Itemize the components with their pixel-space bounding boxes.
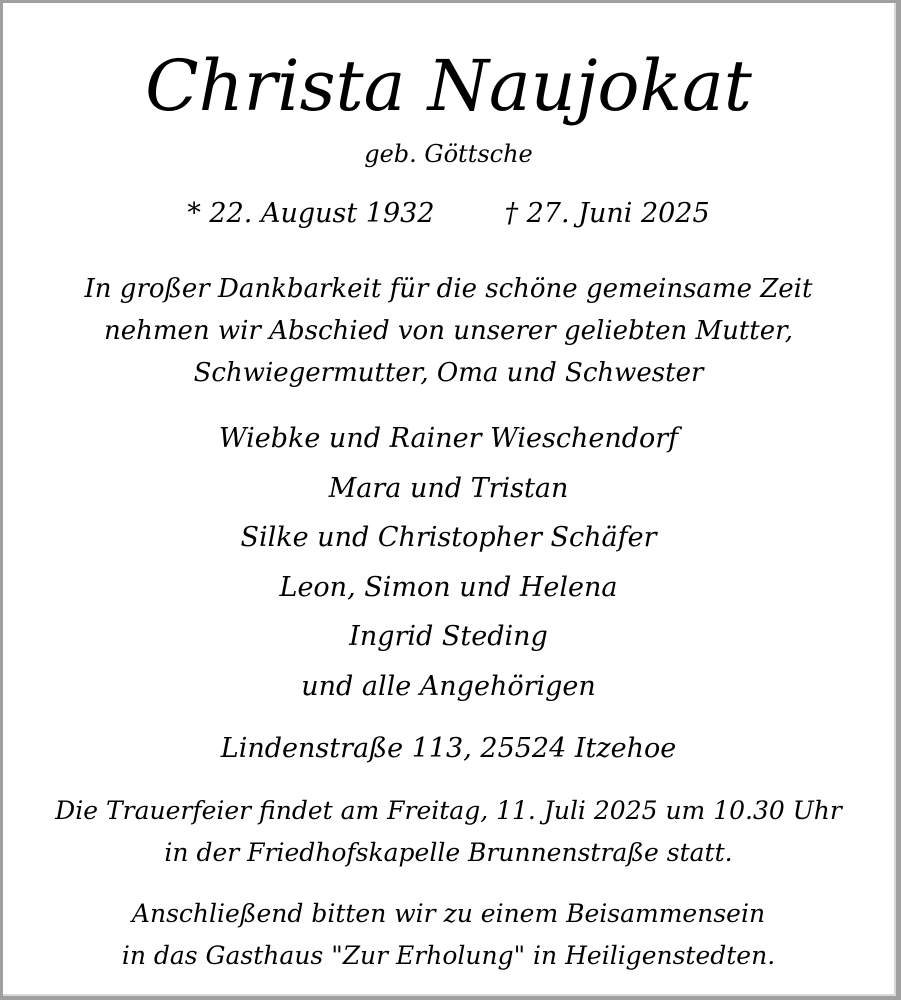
intro-line: Schwiegermutter, Oma und Schwester bbox=[193, 358, 704, 388]
mourners-list bbox=[3, 414, 894, 711]
mourner: Wiebke und Rainer Wieschendorf bbox=[218, 423, 679, 454]
intro-text bbox=[3, 268, 894, 394]
reception-line: in das Gasthaus "Zur Erholung" in Heiligenstedten. bbox=[121, 941, 776, 970]
mourner: Mara und Tristan bbox=[328, 472, 569, 504]
maiden-name: geb. Göttsche bbox=[364, 140, 533, 168]
intro-line: In großer Dankbarkeit für die schöne gemeinsame Zeit bbox=[84, 274, 813, 304]
service-info bbox=[3, 790, 894, 874]
address: Lindenstraße 113, 25524 Itzehoe bbox=[220, 733, 677, 764]
life-dates bbox=[3, 198, 894, 229]
reception-info bbox=[3, 893, 894, 977]
deceased-name: Christa Naujokat bbox=[145, 45, 752, 127]
obituary-notice bbox=[3, 3, 896, 996]
service-line: Die Trauerfeier findet am Freitag, 11. Juli 2025 um 10.30 Uhr bbox=[55, 796, 842, 825]
intro-line: nehmen wir Abschied von unserer geliebten Mutter, bbox=[104, 316, 793, 346]
birth-date: * 22. August 1932 bbox=[187, 198, 435, 229]
mourner: Ingrid Steding bbox=[349, 621, 548, 652]
service-line: in der Friedhofskapelle Brunnenstraße statt. bbox=[164, 838, 733, 867]
mourner: Leon, Simon und Helena bbox=[279, 571, 618, 603]
mourner: und alle Angehörigen bbox=[301, 670, 596, 702]
reception-line: Anschließend bitten wir zu einem Beisammensein bbox=[131, 899, 766, 928]
death-date: † 27. Juni 2025 bbox=[504, 198, 710, 229]
mourner: Silke und Christopher Schäfer bbox=[240, 522, 657, 553]
